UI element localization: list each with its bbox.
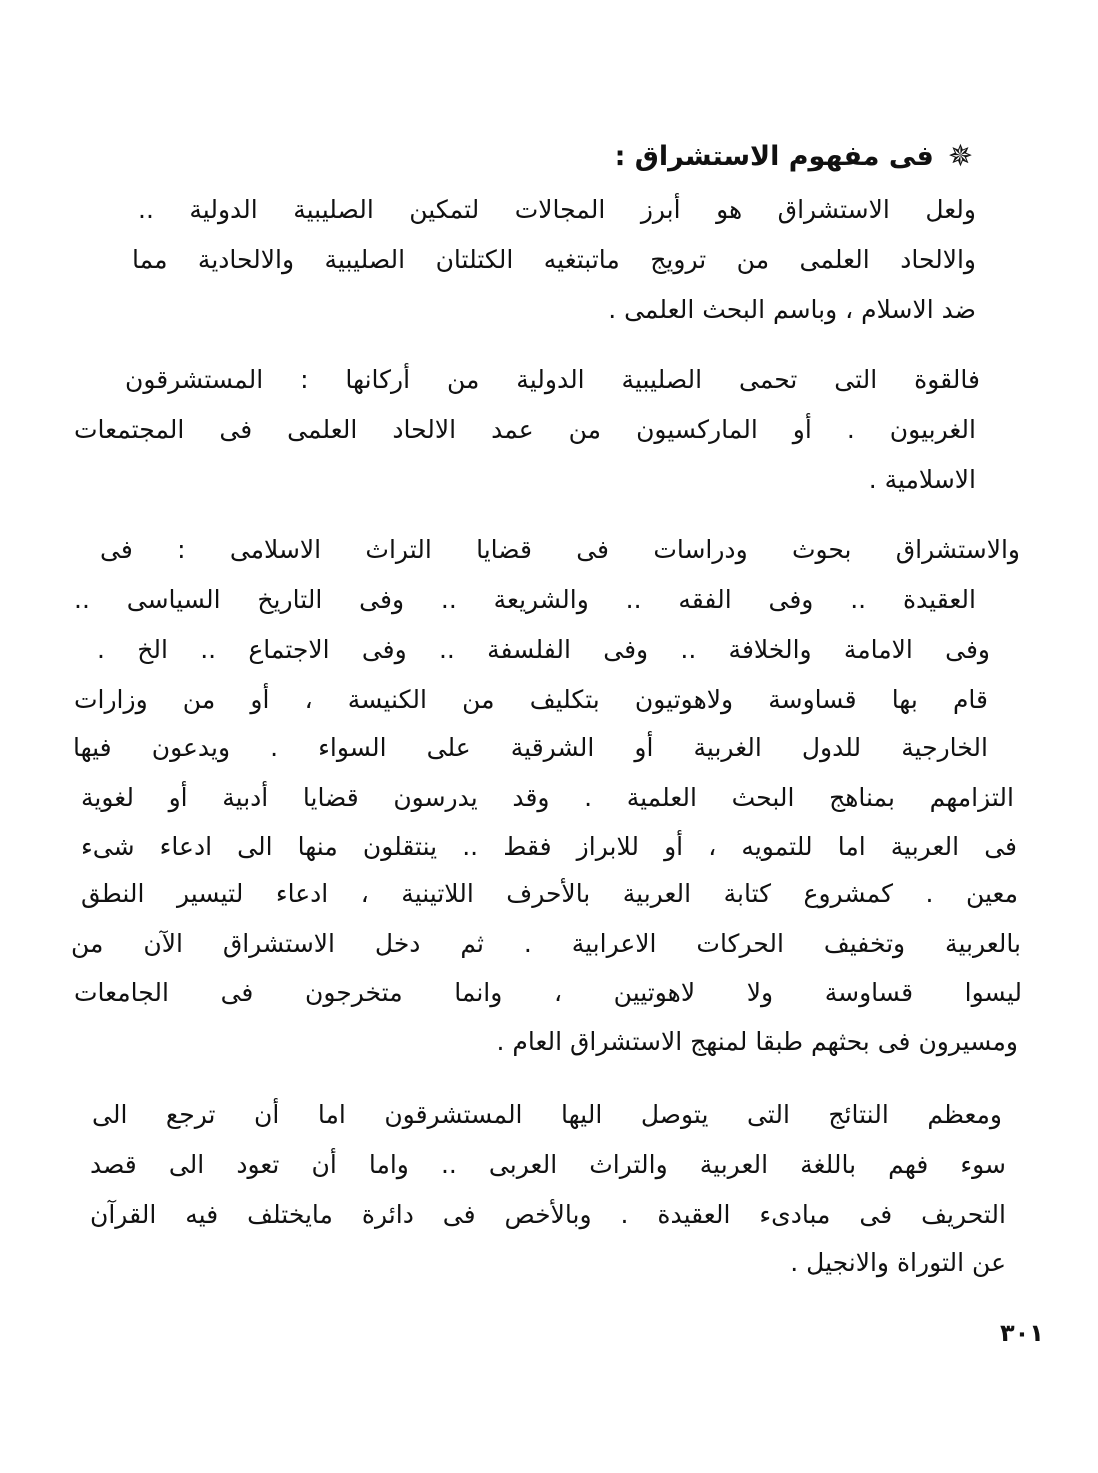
- paragraph-3-line-7: فى العربية اما للتمويه ، أو للابراز فقط .. ينتقلون منها الى ادعاء شىء: [81, 832, 1017, 861]
- paragraph-4-line-2: سوء فهم باللغة العربية والتراث العربى .. واما أن تعود الى قصد: [90, 1150, 1006, 1179]
- paragraph-2-line-1: فالقوة التى تحمى الصليبية الدولية من أركانها : المستشرقون: [125, 365, 980, 394]
- paragraph-2-line-3: الاسلامية .: [868, 465, 976, 494]
- paragraph-3-line-2: العقيدة .. وفى الفقه .. والشريعة .. وفى التاريخ السياسى ..: [74, 585, 976, 614]
- paragraph-1-line-1: ولعل الاستشراق هو أبرز المجالات لتمكين الصليبية الدولية ..: [138, 195, 976, 224]
- paragraph-1-line-3: ضد الاسلام ، وباسم البحث العلمى .: [608, 295, 976, 324]
- paragraph-4-line-4: عن التوراة والانجيل .: [790, 1248, 1006, 1277]
- paragraph-2-line-2: الغربيون . أو الماركسيون من عمد الالحاد العلمى فى المجتمعات: [74, 415, 976, 444]
- section-heading-row: [615, 135, 973, 179]
- paragraph-3-line-1: والاستشراق بحوث ودراسات فى قضايا التراث الاسلامى : فى: [100, 535, 1020, 564]
- paragraph-3-line-5: الخارجية للدول الغربية أو الشرقية على السواء . ويدعون فيها: [73, 733, 988, 762]
- paragraph-3-line-9: بالعربية وتخفيف الحركات الاعرابية . ثم دخل الاستشراق الآن من: [71, 929, 1021, 958]
- paragraph-3-line-3: وفى الامامة والخلافة .. وفى الفلسفة .. وفى الاجتماع .. الخ .: [97, 635, 990, 664]
- paragraph-3-line-8: معين . كمشروع كتابة العربية بالأحرف اللاتينية ، ادعاء لتيسير النطق: [81, 879, 1018, 908]
- paragraph-4-line-1: ومعظم النتائج التى يتوصل اليها المستشرقون اما أن ترجع الى: [92, 1100, 1002, 1129]
- paragraph-3-line-4: قام بها قساوسة ولاهوتيون بتكليف من الكنيسة ، أو من وزارات: [74, 685, 988, 714]
- paragraph-3-line-6: التزامهم بمناهج البحث العلمية . وقد يدرسون قضايا أدبية أو لغوية: [81, 783, 1014, 812]
- paragraph-3-line-11: ومسيرون فى بحثهم طبقا لمنهج الاستشراق العام .: [496, 1027, 1018, 1056]
- star-ornament-icon: ✵: [947, 139, 973, 174]
- paragraph-4-line-3: التحريف فى مبادىء العقيدة . وبالأخص فى دائرة مايختلف فيه القرآن: [90, 1200, 1006, 1229]
- paragraph-1-line-2: والالحاد العلمى من ترويج ماتبتغيه الكتلتان الصليبية والالحادية مما: [132, 245, 976, 274]
- paragraph-3-line-10: ليسوا قساوسة ولا لاهوتيين ، وانما متخرجون فى الجامعات: [74, 978, 1022, 1007]
- page-number: ٣٠١: [1000, 1319, 1044, 1347]
- section-heading: فى مفهوم الاستشراق :: [614, 141, 934, 172]
